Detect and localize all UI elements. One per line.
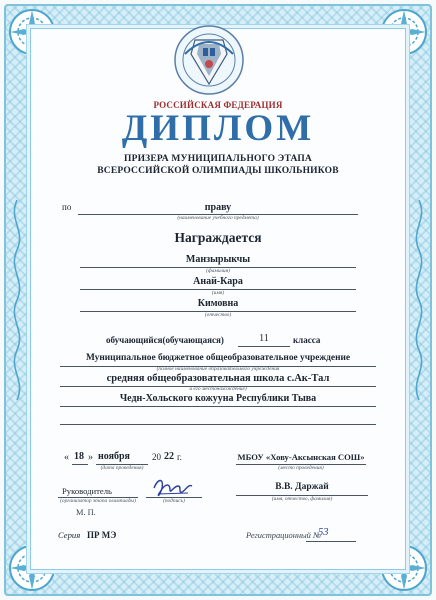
- date-open-quote: «: [64, 452, 69, 463]
- institution-hint-2: и его местонахождение): [189, 386, 247, 392]
- institution-line-2: средняя общеобразовательная школа с.Ак-Тал: [106, 373, 330, 384]
- first-name-hint: (имя): [211, 290, 225, 296]
- subject-hint: (наименование учебного предмета): [177, 215, 259, 221]
- diploma-title: ДИПЛОМ: [121, 108, 315, 149]
- last-name-value: Манзырыкчы: [185, 254, 251, 265]
- date-year-suffix: 22: [164, 451, 174, 462]
- stamp-place-label: М. П.: [76, 508, 96, 517]
- date-close-quote: »: [88, 452, 93, 463]
- venue-value: МБОУ «Хову-Аксынская СОШ»: [237, 452, 365, 462]
- last-name-hint: (фамилия): [206, 268, 230, 274]
- student-label: обучающийся(обучающаяся): [106, 335, 224, 345]
- grade-suffix: класса: [293, 335, 321, 345]
- date-year-prefix: 20: [152, 452, 161, 462]
- subject-value: праву: [204, 202, 232, 213]
- institution-line-3-rule: [60, 406, 376, 407]
- signatory-role: Руководитель: [62, 486, 112, 496]
- subtitle-line-1: ПРИЗЕРА МУНИЦИПАЛЬНОГО ЭТАПА: [124, 154, 312, 164]
- grade-value: 11: [259, 333, 269, 344]
- grade-line: [238, 346, 290, 347]
- signature-hint: (подпись): [163, 498, 185, 504]
- date-day-line: [72, 464, 88, 465]
- registration-line: [306, 541, 356, 542]
- signatory-role-hint: (организатор этапа олимпиады): [60, 498, 136, 504]
- registration-label: Регистрационный №: [246, 531, 321, 540]
- patronymic-hint: (отчество): [204, 312, 232, 318]
- signatory-name: В.В. Даржай: [275, 482, 329, 492]
- awarded-heading: Награждается: [174, 230, 262, 245]
- olympiad-emblem-icon: [173, 24, 245, 96]
- signatory-name-hint: (имя, отчество, фамилия): [271, 496, 333, 502]
- institution-line-1: Муниципальное бюджетное общеобразовательное учреждение: [85, 353, 351, 363]
- institution-blank-rule: [60, 424, 376, 425]
- date-year-end: г.: [177, 452, 182, 462]
- series-label: Серия: [58, 530, 81, 540]
- subtitle-line-2: ВСЕРОССИЙСКОЙ ОЛИМПИАДЫ ШКОЛЬНИКОВ: [97, 166, 339, 176]
- date-month: ноября: [98, 451, 130, 462]
- country-heading: РОССИЙСКАЯ ФЕДЕРАЦИЯ: [153, 100, 283, 110]
- date-day: 18: [74, 451, 84, 462]
- subject-prefix: по: [62, 202, 72, 212]
- institution-hint-1: (полное наименование образовательного учреждения: [156, 366, 280, 372]
- registration-value: 53: [318, 527, 329, 538]
- date-hint: (дата проведения): [100, 465, 144, 471]
- series-value: ПР МЭ: [87, 530, 117, 540]
- institution-line-3: Чедн-Хольского кожууна Республики Тыва: [119, 393, 317, 404]
- venue-hint: (место проведения): [278, 465, 324, 471]
- patronymic-value: Кимовна: [197, 298, 239, 309]
- first-name-value: Анай-Кара: [193, 276, 243, 287]
